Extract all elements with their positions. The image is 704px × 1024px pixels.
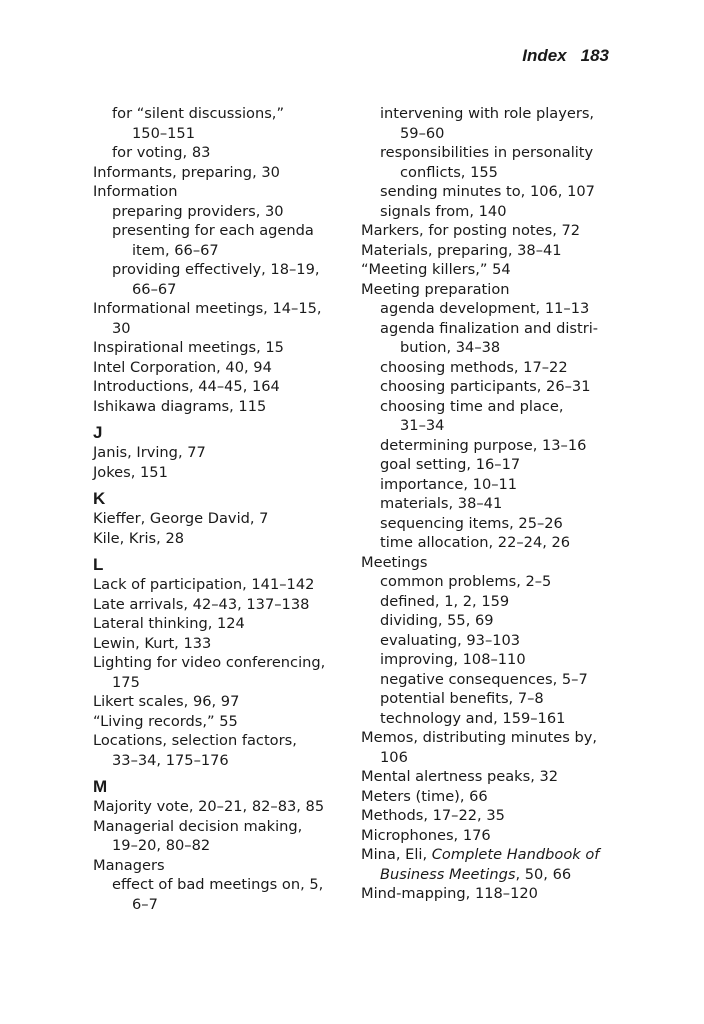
index-entry: 106: [380, 748, 408, 766]
index-entry: [361, 865, 621, 885]
index-column-right: [361, 104, 621, 904]
index-entry: Information: [93, 183, 178, 200]
book-title: Business Meetings: [380, 865, 516, 883]
index-entry: Kieffer, George David, 7: [93, 510, 269, 527]
index-entry: providing effectively, 18–19,: [112, 261, 320, 278]
index-entry: Microphones, 176: [361, 826, 491, 844]
index-entry: Ishikawa diagrams, 115: [93, 397, 267, 415]
index-entry: preparing providers, 30: [112, 202, 284, 220]
page-number: 183: [580, 46, 609, 65]
section-letter-j: J: [93, 423, 103, 442]
index-entry: 19–20, 80–82: [112, 837, 211, 854]
index-entry: Materials, preparing, 38–41: [361, 241, 562, 259]
index-entry: “Meeting killers,” 54: [361, 261, 511, 278]
index-entry: effect of bad meetings on, 5,: [112, 876, 324, 893]
index-entry: determining purpose, 13–16: [380, 436, 587, 454]
index-entry: Mental alertness peaks, 32: [361, 768, 559, 785]
index-entry: choosing time and place,: [380, 397, 564, 415]
index-entry: technology and, 159–161: [380, 709, 566, 727]
index-entry: Intel Corporation, 40, 94: [93, 358, 272, 376]
index-entry: Lack of participation, 141–142: [93, 576, 315, 593]
index-entry: item, 66–67: [132, 241, 219, 259]
index-entry: Janis, Irving, 77: [93, 444, 206, 461]
index-entry: potential benefits, 7–8: [380, 690, 544, 707]
index-entry: Kile, Kris, 28: [93, 529, 185, 547]
index-entry: defined, 1, 2, 159: [380, 592, 510, 610]
index-entry: dividing, 55, 69: [380, 612, 494, 629]
index-entry: Meeting preparation: [361, 280, 510, 298]
index-entry: 66–67: [132, 280, 177, 298]
index-entry: conflicts, 155: [400, 163, 498, 181]
index-entry: negative consequences, 5–7: [380, 670, 588, 688]
index-entry: Lighting for video conferencing,: [93, 654, 326, 671]
index-entry: signals from, 140: [380, 202, 507, 220]
index-entry: 150–151: [132, 124, 196, 142]
section-letter-k: K: [93, 489, 106, 508]
index-entry: Jokes, 151: [93, 463, 168, 481]
running-head-title: Index: [522, 46, 567, 65]
book-title: Complete Handbook of: [431, 846, 600, 863]
index-entry: Managerial decision making,: [93, 817, 303, 835]
index-entry: 30: [112, 319, 131, 337]
index-entry: [361, 845, 621, 865]
index-entry: responsibilities in personality: [380, 144, 594, 161]
section-letter-m: M: [93, 777, 108, 796]
index-entry: bution, 34–38: [400, 339, 501, 356]
index-entry: Mind-mapping, 118–120: [361, 885, 538, 902]
index-entry: intervening with role players,: [380, 105, 595, 122]
index-entry: goal setting, 16–17: [380, 456, 521, 473]
index-entry: Inspirational meetings, 15: [93, 339, 284, 356]
index-entry: improving, 108–110: [380, 651, 526, 668]
index-entry: Informants, preparing, 30: [93, 163, 280, 181]
index-entry: agenda finalization and distri-: [380, 319, 599, 337]
entry-text: Mina, Eli,: [361, 846, 432, 863]
index-entry: Late arrivals, 42–43, 137–138: [93, 595, 310, 613]
index-entry: Majority vote, 20–21, 82–83, 85: [93, 798, 325, 815]
index-entry: Methods, 17–22, 35: [361, 807, 505, 824]
index-entry: choosing methods, 17–22: [380, 358, 568, 376]
index-entry: 31–34: [400, 417, 445, 434]
index-entry: time allocation, 22–24, 26: [380, 534, 571, 551]
index-entry: for voting, 83: [112, 144, 211, 161]
entry-pages: , 50, 66: [515, 865, 572, 883]
index-entry: importance, 10–11: [380, 475, 518, 493]
index-entry: 6–7: [132, 895, 158, 913]
index-entry: Lateral thinking, 124: [93, 615, 245, 632]
index-entry: common problems, 2–5: [380, 573, 552, 590]
index-entry: presenting for each agenda: [112, 222, 314, 239]
index-entry: choosing participants, 26–31: [380, 378, 591, 395]
section-letter-l: L: [93, 555, 104, 574]
index-entry: 59–60: [400, 124, 445, 142]
index-entry: Introductions, 44–45, 164: [93, 378, 280, 395]
index-entry: 33–34, 175–176: [112, 751, 229, 769]
index-entry: for “silent discussions,”: [112, 105, 285, 122]
index-entry: sequencing items, 25–26: [380, 514, 563, 532]
index-entry: Informational meetings, 14–15,: [93, 300, 322, 317]
index-entry: Likert scales, 96, 97: [93, 693, 240, 710]
index-entry: evaluating, 93–103: [380, 631, 521, 649]
index-entry: Markers, for posting notes, 72: [361, 222, 581, 239]
running-head: [522, 45, 609, 67]
index-entry: Memos, distributing minutes by,: [361, 729, 597, 746]
index-entry: Locations, selection factors,: [93, 732, 297, 749]
index-entry: Managers: [93, 856, 165, 874]
index-entry: “Living records,” 55: [93, 712, 238, 730]
index-entry: Meetings: [361, 553, 428, 571]
index-entry: 175: [112, 673, 140, 691]
index-entry: materials, 38–41: [380, 495, 503, 512]
index-column-left: [93, 104, 343, 914]
index-entry: agenda development, 11–13: [380, 300, 590, 317]
index-entry: Lewin, Kurt, 133: [93, 634, 212, 652]
index-entry: Meters (time), 66: [361, 787, 488, 805]
index-entry: sending minutes to, 106, 107: [380, 183, 595, 200]
